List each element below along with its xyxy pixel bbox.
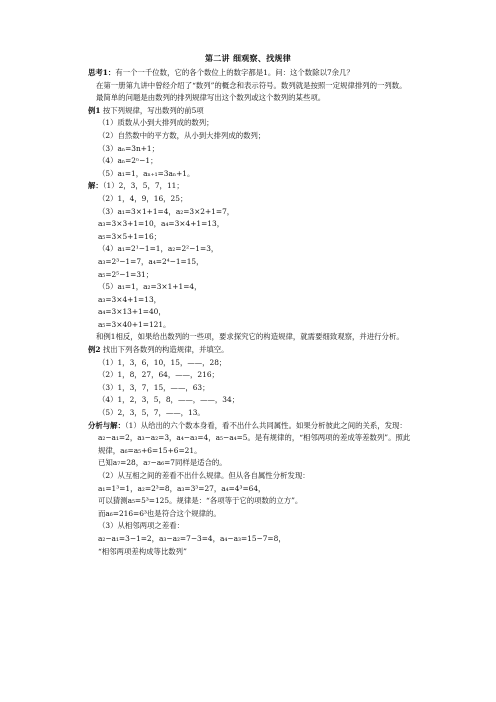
text-line [88, 218, 411, 231]
text-line [88, 105, 411, 118]
text-line [88, 331, 411, 344]
line-text: （3）aₙ=3n+1； [98, 143, 160, 153]
text-line [88, 407, 411, 420]
line-text: （4）aₙ=2ⁿ−1； [98, 156, 158, 166]
line-text: （3）a₁=3×1+1=4，a₂=3×2+1=7， [98, 206, 235, 216]
line-text: （3）从相邻两项之差看： [98, 521, 185, 531]
text-line [88, 470, 411, 483]
text-line [88, 294, 411, 307]
line-text: （5）2，3，5，7，——，13。 [98, 408, 205, 418]
line-text: 已知a₇=28，a₇−a₆=7同样是适合的。 [98, 458, 227, 468]
text-line [88, 67, 411, 80]
line-text: 按下列规律，写出数列的前5项 [100, 105, 204, 115]
line-text: a₂−a₁=3−1=2，a₃−a₂=7−3=4，a₄−a₃=15−7=8， [98, 533, 286, 543]
text-line [88, 143, 411, 156]
line-text: 找出下列各数列的构造规律，并填空。 [100, 345, 229, 355]
line-heading: 例1 [88, 105, 101, 115]
text-line [88, 80, 411, 93]
line-text: a₂−a₁=2，a₃−a₂=3，a₄−a₃=4，a₅−a₄=5。是有规律的，“相邻两项的差成等差数列”。照此规律，a₆=a₅+6=15+6=21。 [98, 433, 411, 455]
text-line [88, 420, 411, 433]
line-text: （4）a₁=2¹−1=1，a₂=2²−1=3， [98, 244, 219, 254]
line-text: （1）2，3，5，7，11； [102, 181, 184, 191]
line-text: 在第一册第九讲中曾经介绍了“数列”的概念和表示符号。数列就是按照一定规律排列的一列数。 [96, 80, 407, 90]
document-body [88, 67, 411, 558]
line-text: 和例1相反，如果给出数列的一些项，要求探究它的构造规律，就需要细致观察，并进行分析。 [96, 332, 404, 342]
line-text: a₃=3×4+1=13， [98, 294, 162, 304]
text-line [88, 533, 411, 546]
text-line [88, 243, 411, 256]
text-line [88, 231, 411, 244]
line-text: （2）自然数中的平方数，从小到大排列成的数列； [98, 130, 266, 140]
line-text: a₅=3×40+1=121。 [98, 319, 171, 329]
text-line [88, 117, 411, 130]
line-text: “相邻两项差构成等比数列” [98, 546, 187, 556]
line-text: a₅=2⁵−1=31； [98, 269, 154, 279]
text-line [88, 457, 411, 470]
text-line [88, 306, 411, 319]
line-heading: 分析与解： [88, 420, 125, 430]
line-text: （3）1，3，7，15，——，63； [98, 382, 210, 392]
line-heading: 例2 [88, 345, 101, 355]
text-line [88, 369, 411, 382]
line-text: （5）a₁=1，aₙ₊₁=3aₙ+1。 [98, 168, 195, 178]
text-line [88, 382, 411, 395]
line-text: 最简单的问题是由数列的排列规律写出这个数列或这个数列的某些项。 [96, 93, 326, 103]
text-line [88, 281, 411, 294]
line-text: （4）1，2，3，5，8，——，——，34； [98, 395, 240, 405]
text-line [88, 357, 411, 370]
text-line [88, 256, 411, 269]
line-text: 可以猜测a₅=5³=125。规律是：“各项等于它的项数的立方”。 [98, 496, 303, 506]
text-line [88, 508, 411, 521]
text-line [88, 319, 411, 332]
text-line [88, 495, 411, 508]
line-text: （2）从互相之间的差看不出什么规律。但从各自属性分析发现： [98, 471, 310, 480]
line-text: a₁=1³=1，a₂=2³=8，a₃=3³=27，a₄=4³=64， [98, 483, 266, 493]
line-heading: 思考1： [88, 68, 116, 77]
line-text: （1）从给出的六个数本身看，看不出什么共同属性。如果分析彼此之间的关系，发现： [124, 420, 407, 430]
line-text: （2）1，8，27，64，——，216； [98, 370, 219, 380]
text-line [88, 168, 411, 181]
text-line [88, 394, 411, 407]
lecture-title: 第二讲 细观察、找规律 [204, 53, 292, 63]
text-line [88, 180, 411, 193]
text-line [88, 155, 411, 168]
text-line [88, 546, 411, 559]
text-line [88, 432, 411, 457]
text-line [88, 206, 411, 219]
text-line [88, 92, 411, 105]
line-heading: 解： [88, 181, 103, 191]
line-text: a₃=3×3+1=10，a₄=3×4+1=13， [98, 219, 225, 229]
line-text: （5）a₁=1，a₂=3×1+1=4， [98, 282, 202, 292]
line-text: （1）1，3，6，10，15，——，28； [98, 357, 227, 367]
text-line [88, 344, 411, 357]
text-line [88, 520, 411, 533]
text-line [88, 193, 411, 206]
line-text: （1）质数从小到大排列成的数列； [98, 118, 214, 128]
text-line [88, 269, 411, 282]
line-text: a₅=3×5+1=16； [98, 231, 162, 241]
line-text: 而a₆=216=6³也是符合这个规律的。 [98, 508, 221, 518]
line-text: （2）1，4，9，16，25； [98, 193, 188, 203]
text-line [88, 483, 411, 496]
line-text: 有一个一千位数，它的各个数位上的数字都是1。问：这个数除以7余几？ [115, 68, 354, 77]
line-text: a₄=3×13+1=40， [98, 307, 166, 317]
text-line [88, 130, 411, 143]
line-text: a₃=2³−1=7，a₄=2⁴−1=15， [98, 256, 204, 266]
